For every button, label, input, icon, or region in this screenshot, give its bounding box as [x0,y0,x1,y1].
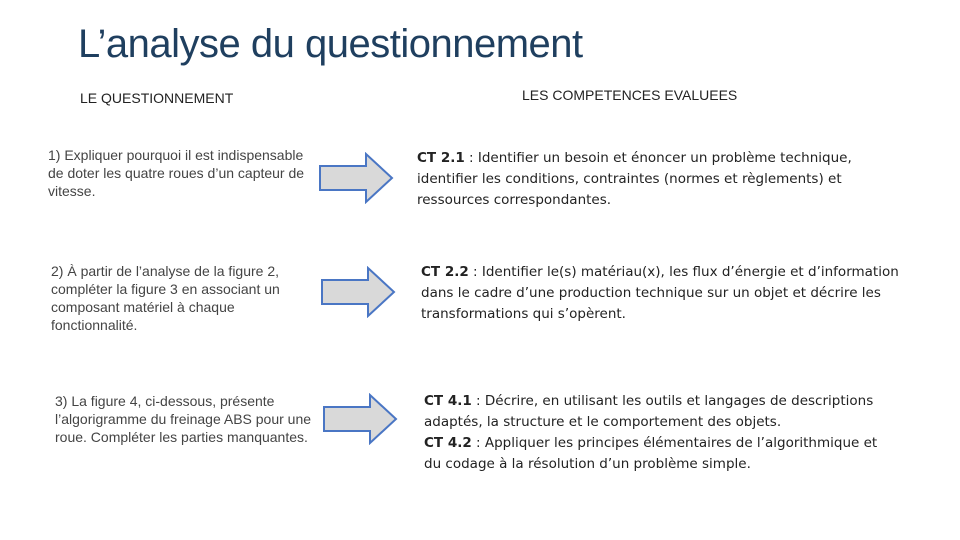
competence-ct21 [417,148,897,211]
question-3: 3) La figure 4, ci-dessous, présente l’algorigramme du freinage ABS pour une roue. Compléter les parties manquantes. [55,393,312,445]
competence-ct22 [421,262,901,325]
competence-text: : Décrire, en utilisant les outils et langages de descriptions adaptés, la structure et le comportement des objets. [424,393,874,430]
competence-ct41 [424,391,894,433]
competence-text: : Identifier un besoin et énoncer un problème technique, identifier les conditions, contraintes (normes et règlements) et ressources correspondantes. [417,150,852,208]
question-1: 1) Expliquer pourquoi il est indispensable de doter les quatre roues d’un capteur de vitesse. [48,147,305,199]
competence-code: CT 2.1 [417,150,465,166]
arrow-right-icon [318,152,394,204]
arrow-right-icon [320,266,396,318]
competence-code: CT 4.1 [424,393,472,409]
competence-ct42 [424,433,894,475]
competence-ct41-ct42 [424,391,894,475]
question-2: 2) À partir de l’analyse de la figure 2, compléter la figure 3 en associant un composant matériel à chaque fonctionnalité. [51,263,280,333]
competence-text: : Appliquer les principes élémentaires de l’algorithmique et du codage à la résolution d’un problème simple. [424,435,878,472]
competence-code: CT 4.2 [424,435,472,451]
competences-header: LES COMPETENCES EVALUEES [522,87,738,103]
arrow-right-icon [322,393,398,445]
questions-header: LE QUESTIONNEMENT [80,90,234,106]
page-title: L’analyse du questionnement [78,22,583,66]
competence-text: : Identifier le(s) matériau(x), les flux d’énergie et d’information dans le cadre d’une production technique sur un objet et décrire les transformations qui s’opèrent. [421,264,899,322]
competence-code: CT 2.2 [421,264,469,280]
